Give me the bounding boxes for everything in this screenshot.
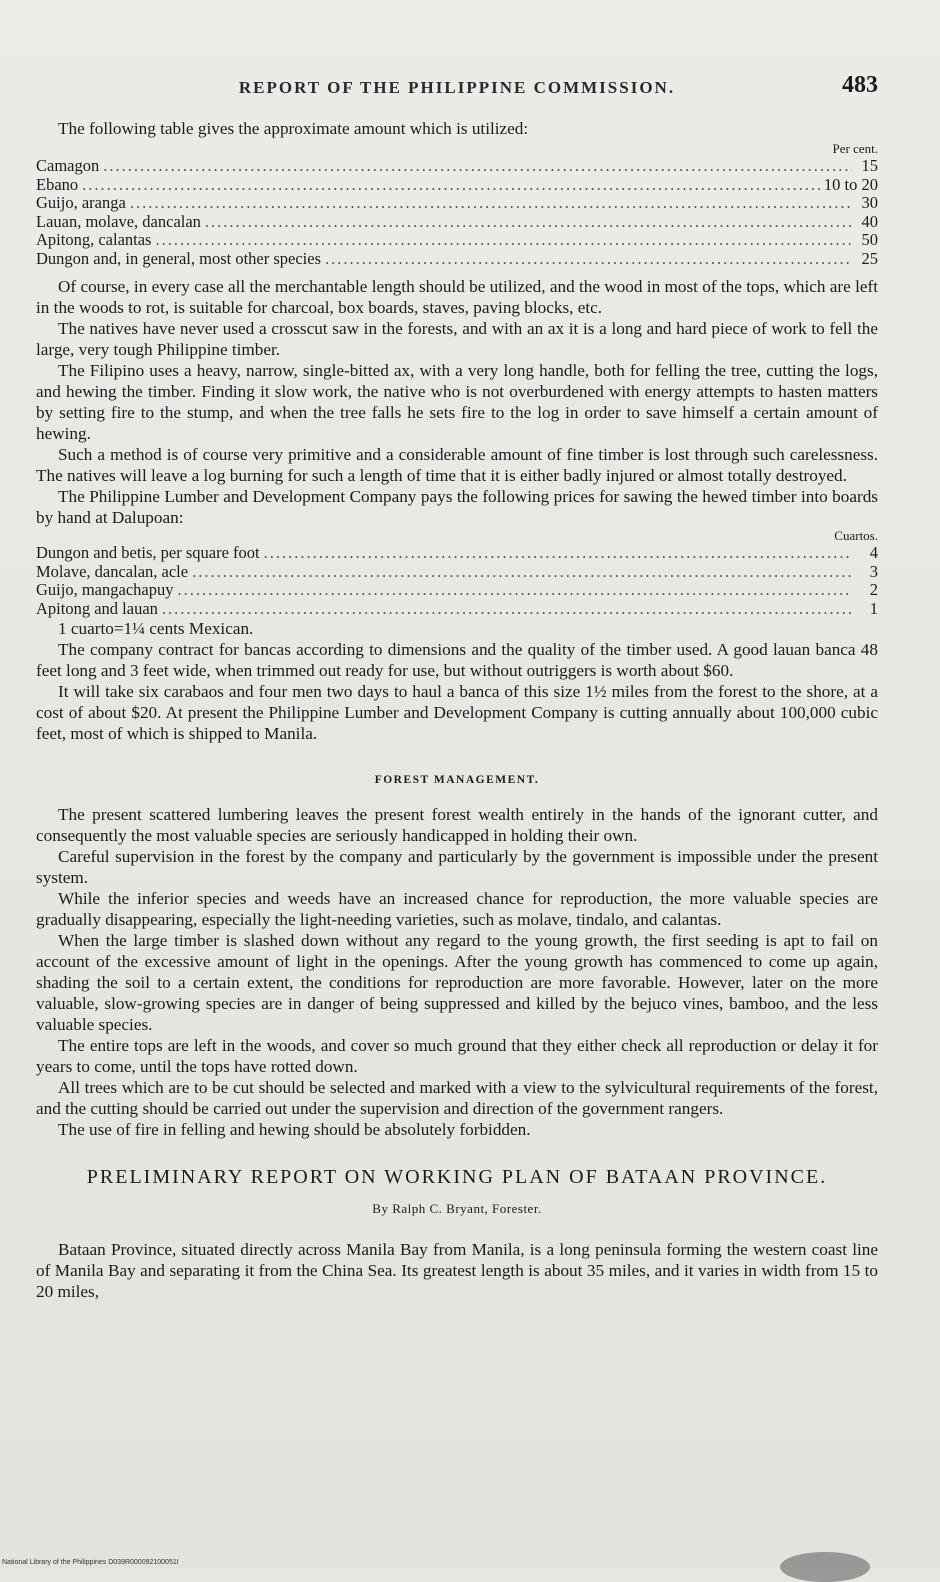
row-value: 40 xyxy=(861,211,878,231)
row-species: Dungon and, in general, most other species xyxy=(36,248,322,268)
page-content xyxy=(36,118,878,1302)
paragraph: The Philippine Lumber and Development Company pays the following prices for sawing the hewed timber into boards by hand at Dalupoan: xyxy=(36,487,878,527)
paragraph: Careful supervision in the forest by the company and particularly by the government is impossible under the present system. xyxy=(36,847,878,887)
currency-note: 1 cuarto=1¼ cents Mexican. xyxy=(58,619,254,638)
dot-leader xyxy=(192,563,852,582)
row-value: 25 xyxy=(861,248,878,268)
row-species: Dungon and betis, per square foot xyxy=(36,543,260,562)
paragraph: The Filipino uses a heavy, narrow, single-bitted ax, with a very long handle, both for felling the tree, cutting the logs, and hewing the timber. Finding it slow work, the native who is not overburdened with energy attempts to hasten matters by setting fire to the stump, and when the tree falls he sets fire to the log in order to save himself a certain amount of hewing. xyxy=(36,361,878,443)
paragraphs-group-3 xyxy=(36,804,878,1140)
utilization-table xyxy=(36,141,878,268)
table-row xyxy=(36,544,878,563)
paragraphs-group-4 xyxy=(36,1239,878,1302)
dot-leader xyxy=(103,157,852,176)
row-species: Guijo, mangachapuy xyxy=(36,580,174,599)
table-row xyxy=(36,213,878,232)
paragraph: Bataan Province, situated directly across Manila Bay from Manila, is a long peninsula forming the western coast line of Manila Bay and separating it from the China Sea. Its greatest length is about 35 miles, and it varies in width from 15 to 20 miles, xyxy=(36,1240,878,1301)
table-row xyxy=(36,600,878,619)
table-row xyxy=(36,231,878,250)
scan-artifact xyxy=(780,1552,870,1582)
paragraph: While the inferior species and weeds have an increased chance for reproduction, the more valuable species are gradually disappearing, especially the light-needing varieties, such as molave, tindalo, and calantas. xyxy=(36,889,878,929)
row-value: 1 xyxy=(869,598,878,618)
paragraph: When the large timber is slashed down without any regard to the young growth, the first seeding is apt to fail on account of the excessive amount of light in the openings. After the young growth has commenced to come up again, shading the soil to a certain extent, the conditions for reproduction are more favorable. However, later on the more valuable, slow-growing species are in danger of being suppressed and killed by the bejuco vines, bamboo, and the less valuable species. xyxy=(36,931,878,1034)
dot-leader xyxy=(177,581,852,600)
paragraph: All trees which are to be cut should be selected and marked with a view to the sylvicultural requirements of the forest, and the cutting should be carried out under the supervision and direction of the government rangers. xyxy=(36,1078,878,1118)
dot-leader xyxy=(205,213,852,232)
paragraph: Such a method is of course very primitive and a considerable amount of fine timber is lost through such carelessness. The natives will leave a log burning for such a length of time that it is either badly injured or almost totally destroyed. xyxy=(36,445,878,485)
row-species: Apitong and lauan xyxy=(36,598,158,618)
sawing-prices-table xyxy=(36,528,878,639)
table-row xyxy=(36,157,878,176)
byline: By Ralph C. Bryant, Forester. xyxy=(372,1201,542,1216)
paragraphs-group-1 xyxy=(36,276,878,528)
table-row xyxy=(36,581,878,600)
dot-leader xyxy=(264,544,852,563)
row-species: Camagon xyxy=(36,156,100,175)
report-title: PRELIMINARY REPORT ON WORKING PLAN OF BATAAN PROVINCE. xyxy=(86,1166,828,1188)
dot-leader xyxy=(325,250,852,269)
library-footer: National Library of the Philippines D039R000092100051I xyxy=(2,1559,179,1566)
paragraph: It will take six carabaos and four men two days to haul a banca of this size 1½ miles from the forest to the shore, at a cost of about $20. At present the Philippine Lumber and Development Company is cutting annually about 100,000 cubic feet, most of which is shipped to Manila. xyxy=(36,682,878,743)
paragraph: Of course, in every case all the merchantable length should be utilized, and the wood in most of the tops, which are left in the woods to rot, is suitable for charcoal, box boards, staves, paving blocks, etc. xyxy=(36,277,878,317)
paragraphs-group-2 xyxy=(36,639,878,744)
row-value: 15 xyxy=(861,156,878,175)
dot-leader xyxy=(155,231,852,250)
paragraph: The present scattered lumbering leaves the present forest wealth entirely in the hands of the ignorant cutter, and consequently the most valuable species are seriously handicapped in holding their own. xyxy=(36,805,878,845)
row-value: 4 xyxy=(869,543,878,562)
paragraph: The use of fire in felling and hewing should be absolutely forbidden. xyxy=(58,1120,531,1139)
table-intro: The following table gives the approximate amount which is utilized: xyxy=(58,119,529,138)
row-value: 50 xyxy=(861,230,878,249)
row-value: 3 xyxy=(869,561,878,581)
paragraph: The entire tops are left in the woods, and cover so much ground that they either check all reproduction or delay it for years to come, until the tops have rotted down. xyxy=(36,1036,878,1076)
running-header xyxy=(36,72,878,104)
table-row xyxy=(36,194,878,213)
row-value: 10 to 20 xyxy=(823,174,878,194)
page-number: 483 xyxy=(842,72,878,98)
table-unit-label: Per cent. xyxy=(832,141,878,156)
paragraph: The natives have never used a crosscut saw in the forests, and with an ax it is a long and hard piece of work to fell the large, very tough Philippine timber. xyxy=(36,319,878,359)
table-row xyxy=(36,176,878,195)
dot-leader xyxy=(130,194,852,213)
row-species: Apitong, calantas xyxy=(36,230,152,249)
table-row xyxy=(36,563,878,582)
header-title: REPORT OF THE PHILIPPINE COMMISSION. xyxy=(238,78,676,97)
row-species: Ebano xyxy=(36,174,79,194)
row-species: Molave, dancalan, acle xyxy=(36,561,189,581)
row-value: 2 xyxy=(869,580,878,599)
section-heading: FOREST MANAGEMENT. xyxy=(374,774,540,786)
row-value: 30 xyxy=(861,193,878,212)
dot-leader xyxy=(162,600,852,619)
table-row xyxy=(36,250,878,269)
row-species: Lauan, molave, dancalan xyxy=(36,211,201,231)
paragraph: The company contract for bancas according to dimensions and the quality of the timber used. A good lauan banca 48 feet long and 3 feet wide, when trimmed out ready for use, but without outriggers is worth about $60. xyxy=(36,640,878,680)
dot-leader xyxy=(82,176,820,195)
table-unit-label: Cuartos. xyxy=(834,528,878,543)
row-species: Guijo, aranga xyxy=(36,193,126,212)
